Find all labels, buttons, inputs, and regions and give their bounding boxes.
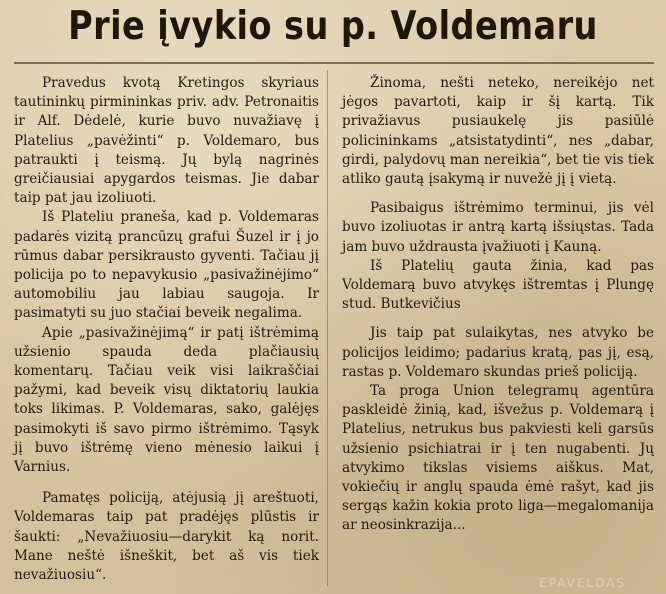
paragraph-2: Iš Plateliu praneša, kad p. Voldemaras padarės vizitą prancūzų grafui Šuzel ir į jo rūmus dabar persikrausto gyventi. Tačiau jį policija po to nepavykusio „pasivažinėjimo“ automobiliu jau labiau saugoja. Ir pasimatyti su juo stačiai beveik negalima. (14, 209, 319, 322)
watermark: EPAVELDAS (539, 576, 626, 590)
paragraph-8: Jis taip pat sulaikytas, nes atvyko be policijos leidimo; padarius kratą, pas jį, esą, rastas p. Voldemaro skundas prieš policiją. (342, 325, 654, 380)
right-column (342, 74, 654, 536)
paragraph-4: Pamatęs policiją, atėjusią jį areštuoti, Voldemaras taip pat pradėjęs plūstis ir šaukti: „Nevažiuosiu—darykit ką norit. Mane neštė išneškit, bet aš vis tiek nevažiuosiu“. (14, 490, 319, 584)
paragraph-9: Ta proga Union telegramų agentūra paskleidė žinią, kad, išvežus p. Voldemarą į Platelius, netrukus bus pakviesti keli garsūs užsienio psichiatrai ir į ten nugabenti. Jų atvykimo tikslas visiems aiškus. Mat, vokiečių ir anglų spauda ėmė rašyt, kad jis sergąs kažin kokia proto liga—megalomanija ar neosinkrazija... (342, 383, 654, 534)
headline: Prie įvykio su p. Voldemaru (68, 4, 598, 49)
paragraph-3: Apie „pasivažinėjimą“ ir patį ištrėmimą užsienio spauda deda plačiausių komentarų. Tačiau veik visi laikraščiai pažymi, kad beveik visų diktatorių laukia toks likimas. P. Voldemaras, sako, galėjęs pasimokyti iš savo pirmo ištrėmimo. Tąsyk jį buvo ištrėmę vieno mėnesio laikui į Varnius. (14, 324, 319, 476)
column-divider (327, 70, 328, 586)
left-column (14, 74, 319, 585)
paragraph-6: Pasibaigus ištrėmimo terminui, jis vėl buvo izoliuotas ir antrą kartą išsiųstas. Tada jam buvo uždrausta įvažiuoti į Kauną. (342, 200, 654, 255)
paragraph-5: Žinoma, nešti neteko, nereikėjo net jėgos pavartoti, kaip ir šį kartą. Tik privažiavus pusiaukelę jis pasiūlė policininkams „atsistatydinti“, nes „dabar, girdi, palydovų man nereikia“, bet tie vis tiek atliko gautą įsakymą ir nuvežė jį į vietą. (342, 75, 654, 188)
paragraph-1: Pravedus kvotą Kretingos skyriaus tautininkų pirmininkas priv. adv. Petronaitis ir Alf. Dėdelė, kurie buvo nuvažiavę į Platelius „pavėžinti“ p. Voldemaro, bus patraukti į teismą. Jų bylą nagrinės greičiausiai apygardos teismas. Jie dabar taip pat jau izoliuoti. (14, 75, 319, 207)
headline-rule (14, 62, 654, 64)
paragraph-7: Iš Platelių gauta žinia, kad pas Voldemarą buvo atvykęs ištremtas į Plungę stud. Butkevičius (342, 257, 654, 313)
